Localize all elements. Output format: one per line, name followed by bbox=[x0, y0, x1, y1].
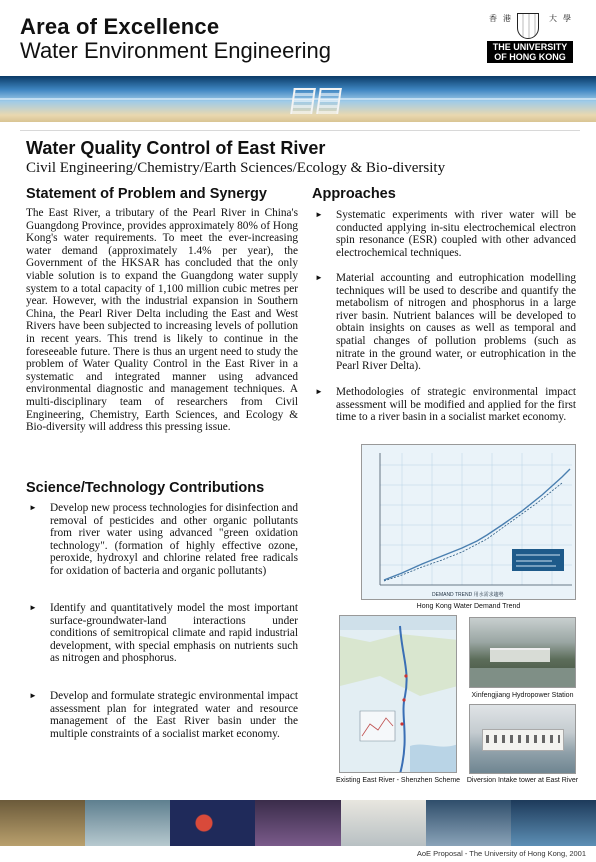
bullet-arrow-icon: ► bbox=[315, 273, 323, 282]
intake-tower-photo bbox=[469, 704, 576, 774]
hydropower-station-photo bbox=[469, 617, 576, 688]
divider bbox=[20, 130, 580, 131]
page-header bbox=[0, 0, 596, 76]
bullet-arrow-icon: ► bbox=[29, 503, 37, 512]
bullet-arrow-icon: ► bbox=[315, 387, 323, 396]
footer-text: AoE Proposal - The University of Hong Kong, 2001 bbox=[416, 849, 586, 858]
university-logo bbox=[487, 13, 573, 65]
bullet-arrow-icon: ► bbox=[29, 691, 37, 700]
science-item: ► Develop and formulate strategic environmental impact assessment plan for integrated water and resource management of the East River basin under the multiple constraints of a socialist market economy. bbox=[29, 690, 298, 740]
approach-item: ► Systematic experiments with river water will be conducted applying in-situ electrochemical electron spin resonance (ESR) coupled with other advanced electrochemical techniques. bbox=[315, 209, 576, 259]
header-title: Area of Excellence bbox=[20, 14, 220, 39]
university-name: THE UNIVERSITY OF HONG KONG bbox=[487, 41, 573, 63]
demand-trend-chart-image bbox=[361, 444, 576, 600]
deck-chair-icon bbox=[290, 88, 316, 114]
approach-item: ► Material accounting and eutrophication modelling techniques will be used to describe and quantify the metabolism of nitrogen and phosphorus in a large river basin. Nutrient balances will be developed to obtain insights on causes as well as temporal and spatial changes of pollution problems (such as nitrate in the ground water, or eutrophication in the Pearl River Delta). bbox=[315, 272, 576, 373]
hydropower-caption: Xinfengjiang Hydropower Station bbox=[471, 692, 574, 699]
scheme-map-image bbox=[339, 615, 457, 773]
page-title: Water Quality Control of East River bbox=[26, 138, 326, 158]
demand-trend-caption: Hong Kong Water Demand Trend bbox=[416, 603, 521, 610]
footer-image-strip bbox=[0, 800, 596, 846]
approaches-heading: Approaches bbox=[312, 186, 396, 202]
problem-text: The East River, a tributary of the Pearl River in China's Guangdong Province, provides approximately 80% of Hong Kong's water requirements. To meet the ever-increasing water demand (approximately 1.4% per year), the Government of the HKSAR has concluded that the only viable solution is to expand the Guangdong water supply system to a total capacity of 1,100 million cubic metres per year. However, with the industrial expansion in Southern China, the Pearl River Delta including the East and West Rivers have been subjected to increasing levels of pollution in recent years. This trend is likely to continue in the foreseeable future. There is thus an urgent need to study the problem of Water Quality Control in the East River in a systematic and integrated manner using advanced environmental diagnostic and management techniques. A multi-disciplinary team of researchers from Civil Engineering, Chemistry, Earth Sciences, and Ecology & Bio-diversity will address this pressing issue. bbox=[26, 207, 299, 434]
demand-axis-label: DEMAND TREND 用水需求趨勢 bbox=[432, 592, 504, 598]
bullet-arrow-icon: ► bbox=[29, 603, 37, 612]
university-chinese-name: 香 港 大 學 bbox=[489, 14, 571, 23]
problem-heading: Statement of Problem and Synergy bbox=[26, 186, 267, 202]
demand-trend-graphic bbox=[362, 445, 576, 600]
science-heading: Science/Technology Contributions bbox=[26, 480, 265, 496]
deck-chair-icon bbox=[316, 88, 342, 114]
scheme-map-caption: Existing East River - Shenzhen Scheme bbox=[335, 777, 461, 784]
bullet-arrow-icon: ► bbox=[315, 210, 323, 219]
intake-tower-caption: Diversion Intake tower at East River bbox=[466, 777, 579, 784]
approach-item: ► Methodologies of strategic environmental impact assessment will be modified and applied for the first time to a river basin in a socialist market economy. bbox=[315, 386, 576, 424]
science-item: ► Develop new process technologies for disinfection and removal of pesticides and other organic pollutants from river water using advanced "green oxidation technology". (formation of highly effective ozone, peroxide, hydroxyl and chlorine related free radicals for oxidation of bacteria and organic pollutants) bbox=[29, 502, 298, 577]
page-subtitle: Civil Engineering/Chemistry/Earth Sciences/Ecology & Bio-diversity bbox=[26, 160, 446, 176]
science-item: ► Identify and quantitatively model the most important surface-groundwater-land interactions under conditions of semitropical climate and rapid industrial development, with special emphasis on nutrients such as nitrogen and phosphorus. bbox=[29, 602, 298, 665]
scheme-map-graphic bbox=[340, 616, 457, 773]
crest-shield-icon bbox=[517, 13, 539, 39]
beach-banner-image bbox=[0, 76, 596, 122]
header-subtitle: Water Environment Engineering bbox=[20, 38, 332, 63]
